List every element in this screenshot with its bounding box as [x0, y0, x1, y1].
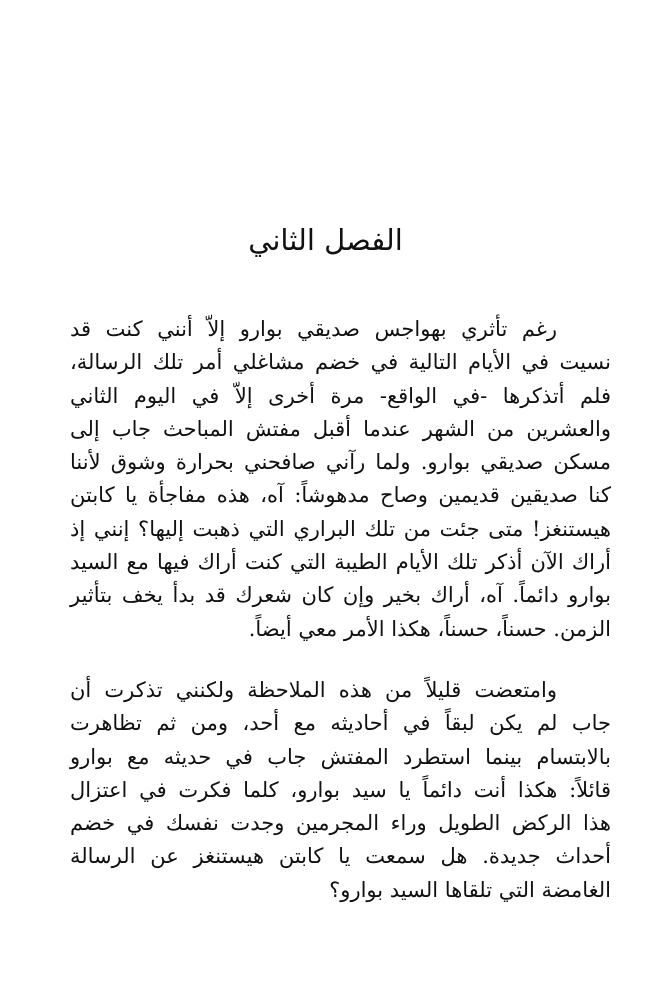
text-line: مسكن صديقي بوارو. ولما رآني صافحني بحرارة وشوق لأننا	[70, 450, 611, 475]
paragraph-1	[70, 313, 611, 646]
paragraph-2	[70, 674, 611, 907]
text-line: بالابتسام بينما استطرد المفتش جاب في حديثه مع بوارو	[70, 744, 611, 769]
text-line: هيستنغز! متى جئت من تلك البراري التي ذهبت إليها؟ إنني إذ	[70, 516, 611, 541]
text-line: الغامضة التي تلقاها السيد بوارو؟	[329, 877, 611, 902]
text-line: والعشرين من الشهر عندما أقبل مفتش المباحث جاب إلى	[70, 416, 611, 441]
text-line: كنا صديقين قديمين وصاح مدهوشاً: آه، هذه مفاجأة يا كابتن	[70, 483, 611, 508]
text-line: رغم تأثري بهواجس صديقي بوارو إلاّ أنني كنت قد	[70, 317, 557, 341]
text-line: جاب لم يكن لبقاً في أحاديثه مع أحد، ومن ثم تظاهرت	[70, 711, 611, 736]
text-line: فلم أتذكرها -في الواقع- مرة أخرى إلاّ في اليوم الثاني	[70, 383, 611, 408]
text-line: بوارو دائماً. آه، أراك بخير وإن كان شعرك قد بدأ يخف بتأثير	[70, 583, 611, 608]
text-line: الزمن. حسناً، حسناً، هكذا الأمر معي أيضاً.	[248, 616, 611, 641]
chapter-title: الفصل الثاني	[248, 223, 403, 257]
text-line: نسيت في الأيام التالية في خضم مشاغلي أمر تلك الرسالة،	[70, 350, 611, 375]
text-line: أراك الآن أذكر تلك الأيام الطيبة التي كنت أراك فيها مع السيد	[70, 550, 611, 575]
text-line: أحداث جديدة. هل سمعت يا كابتن هيستنغز عن الرسالة	[70, 844, 611, 869]
text-line: هذا الركض الطويل وراء المجرمين وجدت نفسك في خضم	[70, 811, 611, 836]
text-line: وامتعضت قليلاً من هذه الملاحظة ولكنني تذكرت أن	[70, 677, 557, 702]
text-line: قائلاً: هكذا أنت دائماً يا سيد بوارو، كلما فكرت في اعتزال	[70, 777, 611, 802]
chapter-body	[70, 313, 611, 907]
